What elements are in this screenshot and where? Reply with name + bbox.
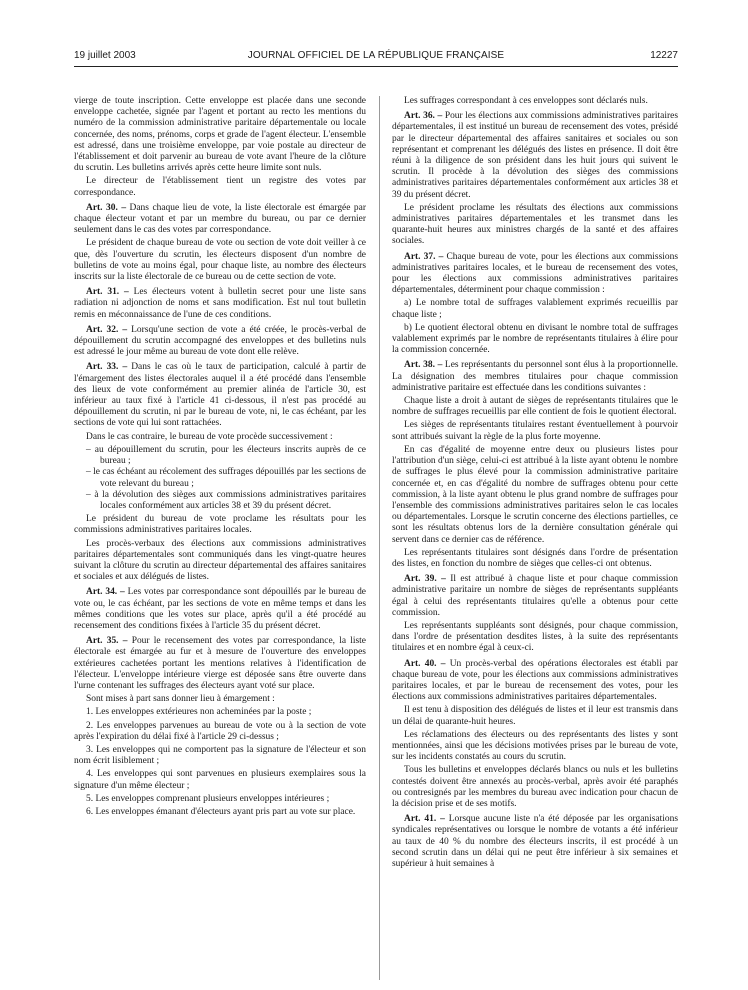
paragraph-text: Le directeur de l'établissement tient un registre des votes par correspondance. (74, 176, 366, 198)
paragraph-text: 3. Les enveloppes qui ne comportent pas la signature de l'électeur et son nom écrit lisiblement ; (74, 744, 366, 767)
paragraph-text: 5. Les enveloppes comprenant plusieurs enveloppes intérieures ; (86, 793, 330, 804)
article-number: Art. 30. – (86, 202, 127, 213)
paragraph-text: 4. Les enveloppes qui sont parvenues en plusieurs exemplaires sous la signature d'un même électeur ; (74, 769, 366, 791)
paragraph-text: Dans le cas où le taux de participation, calculé à partir de l'émargement des listes électorales auquel il a été procédé dans l'ensemble des lieux de vote conformément au premier alinéa de l'article 30, est inférieur au taux fixé à l'article 41 ci-dessous, il n'est pas procédé au dépouillement du scrutin, ni par le bureau de vote, ni, le cas échéant, par les sections de vote qui lui sont rattachées. (74, 362, 366, 429)
paragraph-text: a) Le nombre total de suffrages valablement exprimés recueillis par chaque liste ; (392, 298, 678, 320)
paragraph (392, 396, 678, 418)
article-paragraph (74, 587, 366, 632)
article-paragraph (392, 360, 678, 394)
paragraph-text: Lorsque aucune liste n'a été déposée par les organisations syndicales représentatives ou lorsque le nombre de votants a été inférieur au taux de 40 % du nombre des électeurs inscrits, il est procédé à un second scrutin dans un délai qui ne peut être inférieur à six semaines et supérieur à huit semaines à (392, 814, 678, 869)
paragraph (74, 539, 366, 584)
paragraph-text: Pour le recensement des votes par correspondance, la liste électorale est émargée au fur et à mesure de l'ouverture des enveloppes extérieures cachetées portant les mentions relatives à l'identification de l'électeur. L'enveloppe intérieure vierge est déposée sans être ouverte dans l'urne contenant les suffrages des électeurs ayant voté sur place. (74, 636, 366, 691)
paragraph (74, 432, 366, 443)
paragraph-text: Les réclamations des électeurs ou des représentants des listes y sont mentionnées, ainsi que les décisions motivées prises par le bureau de vote, sur les incidents constatés au cours du scrutin. (392, 729, 678, 763)
paragraph-text: Il est attribué à chaque liste et pour chaque commission administrative paritaire un nombre de sièges de représentants suppléants égal à celui des représentants titulaires qu'elle a obtenus pour cette commission. (392, 574, 678, 618)
page-number: 12227 (650, 50, 678, 61)
article-paragraph (392, 111, 678, 201)
header-date: 19 juillet 2003 (74, 50, 136, 61)
article-number: Art. 39. – (404, 574, 446, 585)
paragraph-text: Les procès-verbaux des élections aux commissions administratives paritaires départementales sont communiqués dans les vingt-quatre heures suivant la clôture du scrutin au directeur départemental des affaires sanitaires et sociales et aux délégués de listes. (74, 538, 366, 583)
paragraph-text: Lorsqu'une section de vote a été créée, le procès-verbal de dépouillement du scrutin accompagné des enveloppes et des bulletins nuls est adressé le jour même au bureau de vote dont elle relève. (74, 324, 366, 358)
article-paragraph (74, 362, 366, 429)
article-number: Art. 32. – (86, 324, 128, 335)
paragraph-text: Les représentants titulaires sont désignés dans l'ordre de présentation des listes, en fonction du nombre de sièges que celles-ci ont obtenus. (392, 547, 678, 569)
paragraph (74, 794, 366, 805)
paragraph (392, 420, 678, 442)
article-number: Art. 35. – (86, 636, 128, 647)
paragraph (392, 445, 678, 546)
paragraph-text: Les représentants suppléants sont désignés, pour chaque commission, dans l'ordre de présentation desdites listes, à la suite des représentants titulaires et en nombre égal à ceux-ci. (392, 620, 678, 654)
paragraph-text: 1. Les enveloppes extérieures non acheminées par la poste ; (86, 707, 312, 718)
paragraph-text: Les votes par correspondance sont dépouillés par le bureau de vote ou, le cas échéant, par les sections de vote en même temps et dans les mêmes conditions que les votes sur place, après qu'il a été procédé au recensement des conditions fixées à l'article 35 du présent décret. (74, 587, 366, 631)
article-paragraph (74, 636, 366, 692)
column-divider (379, 96, 380, 980)
paragraph-text: 2. Les enveloppes parvenues au bureau de vote ou à la section de vote après l'expiration du délai fixé à l'article 29 ci-dessus ; (74, 720, 366, 742)
left-column (74, 96, 366, 820)
paragraph-text: Sont mises à part sans donner lieu à émargement : (86, 694, 275, 705)
paragraph-text: Le président proclame les résultats des élections aux commissions administratives paritaires départementales et les transmet dans les quarante-huit heures aux ministres chargés de la santé et des affaires sociales. (392, 202, 678, 247)
paragraph-text: Chaque bureau de vote, pour les élections aux commissions administratives paritaires locales, et le bureau de recensement des votes, pour les élections aux commissions administratives paritaires départementales, déterminent pour chaque commission : (392, 251, 678, 296)
paragraph-text: Dans chaque lieu de vote, la liste électorale est émargée par chaque électeur votant et par un membre du bureau, ou par ce dernier seulement dans le cas des votes par correspondance. (74, 202, 366, 236)
paragraph-text: Les électeurs votent à bulletin secret pour une liste sans radiation ni adjonction de noms et sans modification. Est nul tout bulletin remis en méconnaissance de l'une de ces conditions. (74, 287, 366, 320)
article-number: Art. 37. – (404, 251, 444, 262)
paragraph (392, 203, 678, 248)
paragraph (74, 769, 366, 791)
article-number: Art. 41. – (404, 814, 445, 825)
article-paragraph (392, 574, 678, 619)
article-number: Art. 36. – (404, 111, 443, 122)
dash-list (74, 445, 366, 512)
list-item: – le cas échéant au récolement des suffrages dépouillés par les sections de vote relevant du bureau ; (86, 467, 366, 489)
paragraph-text: Il est tenu à disposition des délégués de listes et il leur est transmis dans un délai de quarante-huit heures. (392, 705, 678, 727)
right-column (392, 96, 678, 872)
paragraph-text: Dans le cas contraire, le bureau de vote procède successivement : (86, 431, 333, 442)
paragraph (392, 705, 678, 727)
paragraph (392, 548, 678, 570)
paragraph-text: Les suffrages correspondant à ces enveloppes sont déclarés nuls. (404, 96, 648, 106)
article-number: Art. 31. – (86, 287, 129, 298)
paragraph-text: Pour les élections aux commissions administratives paritaires départementales, il est institué un bureau de recensement des votes, présidé par le directeur départemental des affaires sanitaires et sociales ou son représentant et comprenant les délégués des listes en présence. Il doit être réuni à la diligence de son président dans les huit jours qui suivent le scrutin. Il procède à la dévolution des sièges des commissions administratives paritaires départementales conformément aux articles 38 et 39 du présent décret. (392, 111, 678, 200)
article-number: Art. 38. – (404, 360, 443, 371)
paragraph (392, 298, 678, 320)
paragraph (74, 176, 366, 198)
article-number: Art. 34. – (86, 587, 125, 598)
paragraph (74, 238, 366, 283)
paragraph (74, 707, 366, 718)
article-paragraph (392, 252, 678, 297)
page-header (74, 50, 678, 64)
paragraph (74, 807, 366, 818)
article-number: Art. 33. – (86, 362, 128, 373)
paragraph (74, 721, 366, 743)
journal-title: JOURNAL OFFICIEL DE LA RÉPUBLIQUE FRANÇAISE (247, 50, 505, 61)
paragraph-text: En cas d'égalité de moyenne entre deux ou plusieurs listes pour l'attribution d'un siège, celui-ci est attribué à la liste ayant obtenu le nombre de suffrages le plus élevé pour la commission administrative paritaire concernée et, en cas d'égalité du nombre de suffrages obtenu pour cette commission, à la liste ayant obtenu le plus grand nombre de suffrages pour l'ensemble des commissions administratives paritaires selon le cas locales ou départementales. Lorsque le scrutin concerne des élections partielles, ce sont les résultats obtenus lors de la dernière consultation générale qui servent dans ce dernier cas de référence. (392, 444, 678, 545)
article-paragraph (392, 814, 678, 870)
paragraph-text: vierge de toute inscription. Cette enveloppe est placée dans une seconde enveloppe cachetée, signée par l'agent et portant au recto les mentions du numéro de la commission administrative paritaire départementale ou locale concernée, des noms, prénoms, corps et grade de l'agent électeur. L'ensemble est adressé, dans une troisième enveloppe, par voie postale au directeur de l'établissement et doit parvenir au bureau de vote avant l'heure de la clôture du scrutin. Les bulletins arrivés après cette heure limite sont nuls. (74, 96, 366, 174)
article-number: Art. 40. – (404, 658, 446, 669)
paragraph (392, 323, 678, 357)
paragraph-text: Les sièges de représentants titulaires restant éventuellement à pourvoir sont attribués suivant la règle de la plus forte moyenne. (392, 420, 678, 442)
paragraph-text: Les représentants du personnel sont élus à la proportionnelle. La désignation des membres titulaires pour chaque commission administrative paritaire est effectuée dans les conditions suivantes : (392, 360, 678, 393)
paragraph-text: Tous les bulletins et enveloppes déclarés blancs ou nuls et les bulletins contestés doivent être annexés au procès-verbal, après avoir été paraphés ou contresignés par les membres du bureau avec indication pour chacun de la décision prise et de ses motifs. (392, 765, 678, 809)
paragraph (392, 730, 678, 764)
paragraph-text: 6. Les enveloppes émanant d'électeurs ayant pris part au vote sur place. (86, 806, 356, 817)
article-paragraph (392, 659, 678, 704)
paragraph (74, 694, 366, 705)
list-item: – au dépouillement du scrutin, pour les électeurs inscrits auprès de ce bureau ; (86, 444, 366, 467)
article-paragraph (74, 203, 366, 237)
paragraph-text: Le président de chaque bureau de vote ou section de vote doit veiller à ce que, dès l'ouverture du scrutin, les électeurs disposent d'un nombre de bulletins de vote au moins égal, pour chaque liste, au nombre des électeurs inscrits sur la liste électorale de ce bureau ou de cette section de vote. (74, 238, 366, 283)
paragraph-text: Un procès-verbal des opérations électorales est établi par chaque bureau de vote, pour les élections aux commissions administratives paritaires locales, et par le bureau de recensement des votes, pour les élections aux commissions administratives paritaires départementales. (392, 658, 678, 703)
paragraph (392, 765, 678, 810)
article-paragraph (74, 287, 366, 321)
list-item: – à la dévolution des sièges aux commissions administratives paritaires locales conformément aux articles 38 et 39 du présent décret. (86, 489, 366, 511)
paragraph-text: Le président du bureau de vote proclame les résultats pour les commissions administratives paritaires locales. (74, 514, 366, 536)
paragraph (74, 96, 366, 174)
header-rule (74, 66, 678, 67)
paragraph (392, 96, 678, 107)
paragraph (74, 514, 366, 536)
article-paragraph (74, 325, 366, 359)
paragraph (74, 745, 366, 767)
paragraph (392, 621, 678, 655)
paragraph-text: Chaque liste a droit à autant de sièges de représentants titulaires que le nombre de suffrages recueillis par elle contient de fois le quotient électoral. (392, 396, 678, 418)
paragraph-text: b) Le quotient électoral obtenu en divisant le nombre total de suffrages valablement exprimés par le nombre de représentants titulaires à élire pour la commission concernée. (392, 322, 678, 356)
